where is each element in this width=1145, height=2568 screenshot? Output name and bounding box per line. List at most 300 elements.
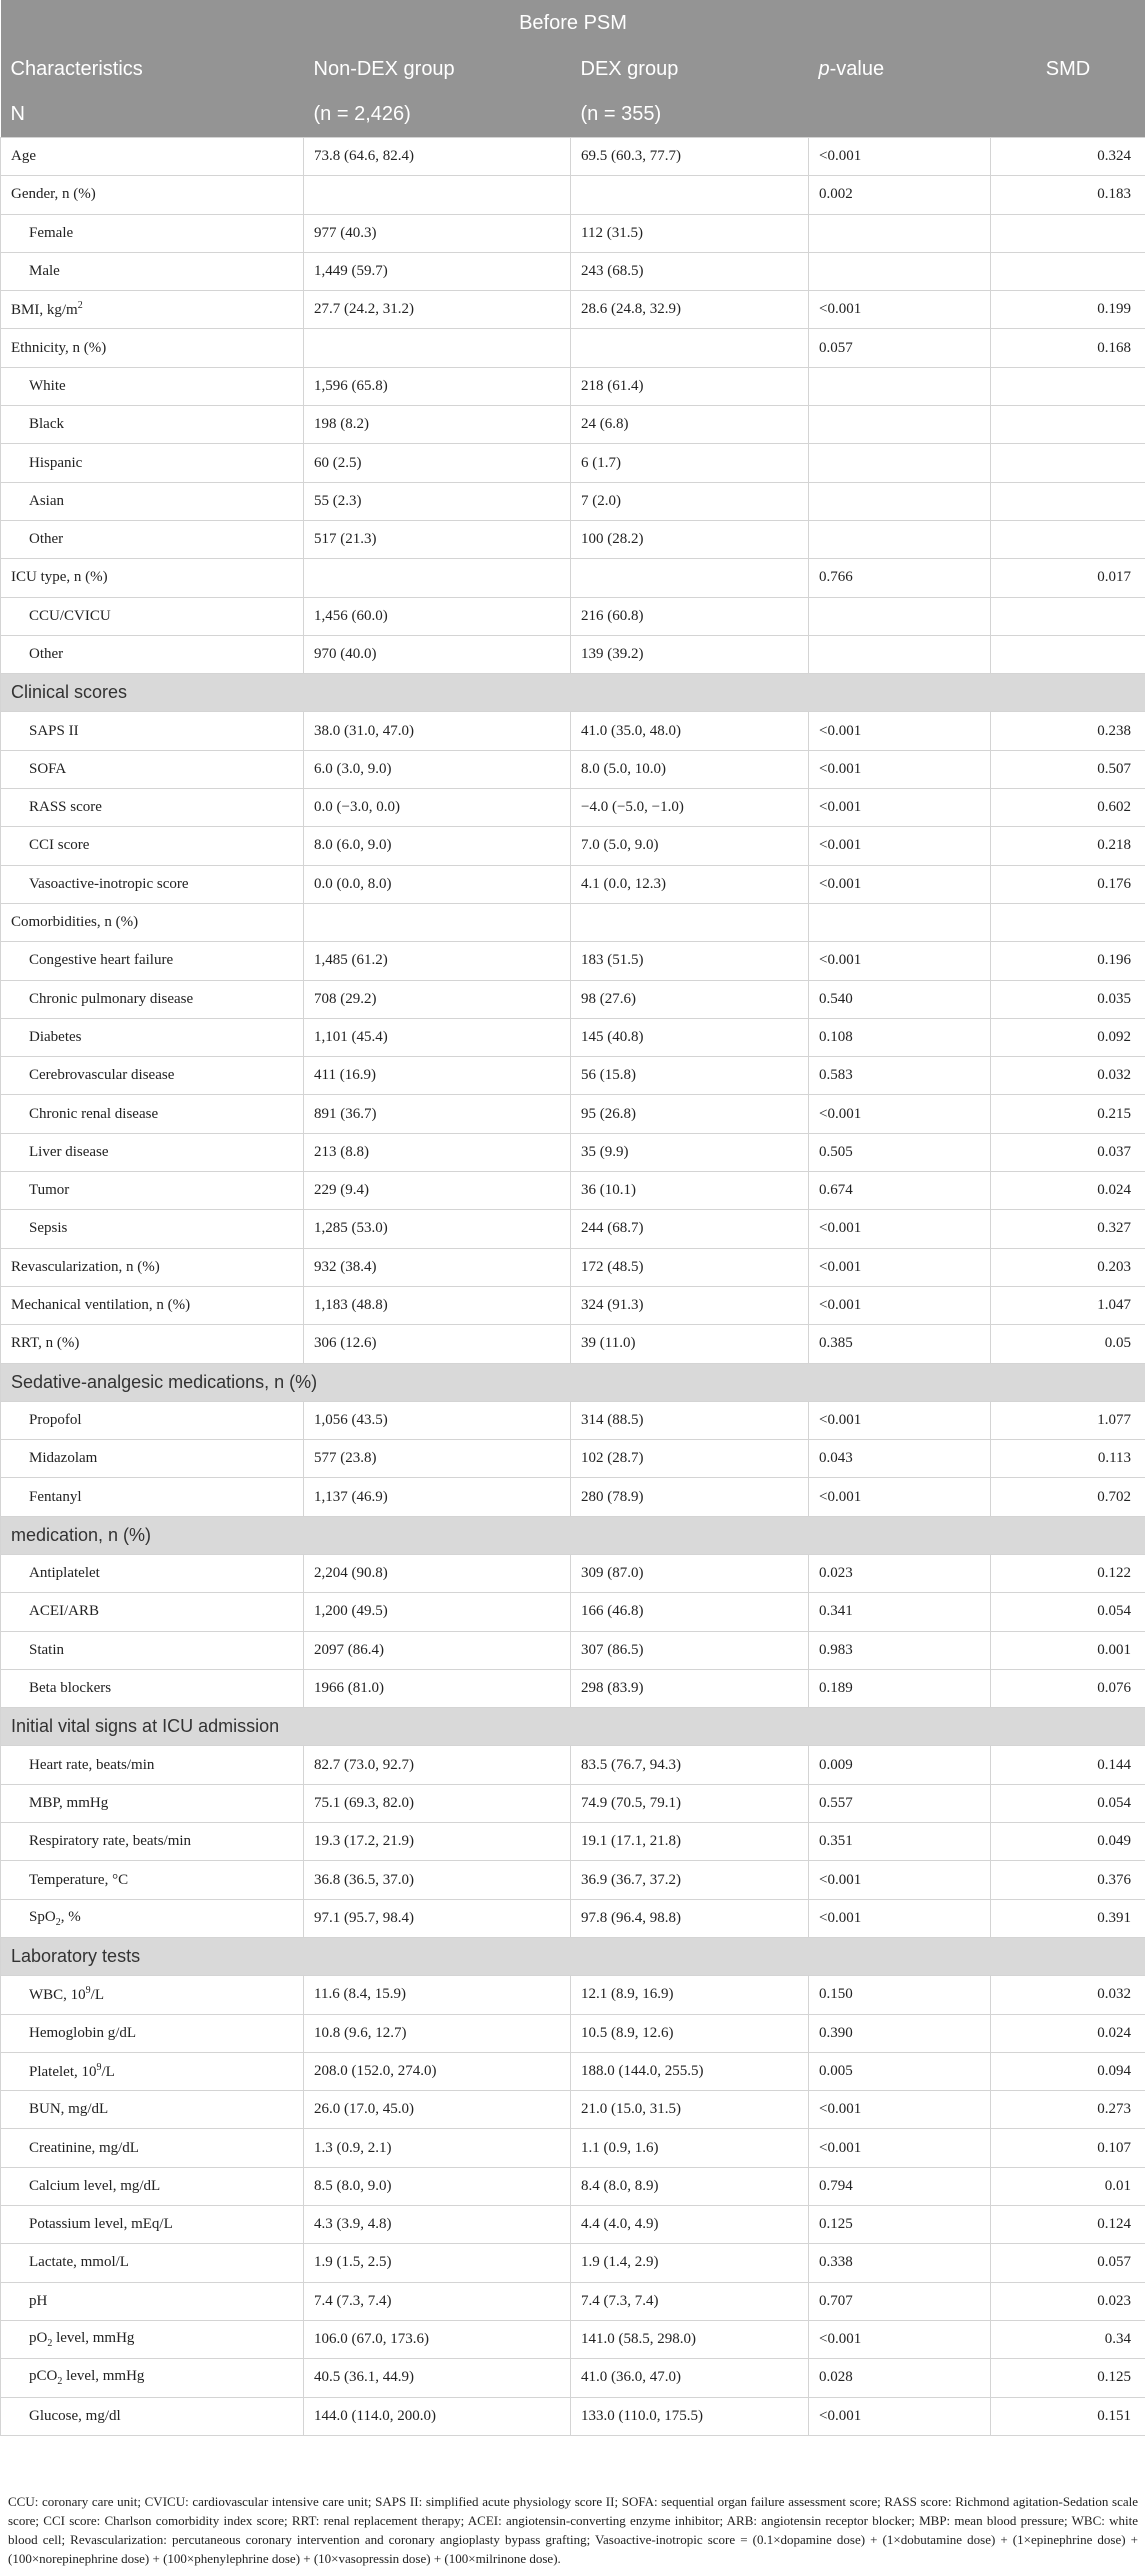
table-row: [1, 482, 1145, 520]
table-row: [1, 2359, 1145, 2397]
table-caption-row: [1, 0, 1145, 47]
p-value: 0.390: [809, 2014, 991, 2052]
section-title: medication, n (%): [1, 1516, 1145, 1554]
smd-value: 0.176: [991, 865, 1145, 903]
p-value: [809, 903, 991, 941]
row-label: [1, 2167, 304, 2205]
nondex-value: 8.5 (8.0, 9.0): [304, 2167, 571, 2205]
table-row: [1, 789, 1145, 827]
dex-value: 102 (28.7): [571, 1440, 809, 1478]
p-value: 0.983: [809, 1631, 991, 1669]
nondex-value: 97.1 (95.7, 98.4): [304, 1899, 571, 1937]
smd-value: 0.049: [991, 1823, 1145, 1861]
dex-value: 324 (91.3): [571, 1286, 809, 1324]
dex-value: 4.4 (4.0, 4.9): [571, 2206, 809, 2244]
smd-value: 0.017: [991, 559, 1145, 597]
row-label-text: ACEI/ARB: [29, 1603, 99, 1619]
nondex-value: 11.6 (8.4, 15.9): [304, 1976, 571, 2014]
p-value: <0.001: [809, 1478, 991, 1516]
row-label: [1, 2052, 304, 2090]
dex-value: 39 (11.0): [571, 1325, 809, 1363]
row-label: [1, 559, 304, 597]
table-row: [1, 214, 1145, 252]
section-header-row: [1, 1363, 1145, 1401]
nondex-value: 10.8 (9.6, 12.7): [304, 2014, 571, 2052]
row-label: [1, 1861, 304, 1899]
row-label: [1, 1631, 304, 1669]
nondex-value: 1,449 (59.7): [304, 252, 571, 290]
p-value: 0.540: [809, 980, 991, 1018]
row-label-text: Other: [29, 646, 63, 662]
p-value: 0.338: [809, 2244, 991, 2282]
smd-value: 0.124: [991, 2206, 1145, 2244]
smd-value: [991, 252, 1145, 290]
nondex-value: 411 (16.9): [304, 1057, 571, 1095]
dex-value: 183 (51.5): [571, 942, 809, 980]
dex-value: 98 (27.6): [571, 980, 809, 1018]
dex-value: 83.5 (76.7, 94.3): [571, 1746, 809, 1784]
table-row: [1, 635, 1145, 673]
row-label-suffix: level, mmHg: [62, 2368, 144, 2384]
table-row: [1, 2167, 1145, 2205]
row-label: [1, 2320, 304, 2358]
row-label-text: MBP, mmHg: [29, 1795, 108, 1811]
table-row: [1, 1095, 1145, 1133]
nondex-value: 75.1 (69.3, 82.0): [304, 1784, 571, 1822]
table-row: [1, 980, 1145, 1018]
header-p-rest: -value: [830, 58, 884, 80]
row-label: [1, 865, 304, 903]
row-label-text: Revascularization, n (%): [11, 1259, 160, 1275]
table-row: [1, 252, 1145, 290]
p-value: <0.001: [809, 2397, 991, 2435]
dex-value: [571, 903, 809, 941]
p-value: 0.189: [809, 1669, 991, 1707]
row-label: [1, 444, 304, 482]
table-footnote: CCU: coronary care unit; CVICU: cardiovascular intensive care unit; SAPS II: simplified acute physiology score II; SOFA: sequential organ failure assessment score; RASS score: Richmond agitation-Sedation scale score; CCI score: Charlson comorbidity index score; RRT: renal replacement therapy; ACEI: angiotensin-converting enzyme inhibitor; ARB: angiotensin receptor blocker; MBP: mean blood pressure; WBC: white blood cell; Revascularization: percutaneous coronary intervention and coronary angioplasty bypass grafting; Vasoactive-inotropic score = (0.1×dopamine dose) + (1×dobutamine dose) + (1×epinephrine dose) + (100×norepinephrine dose) + (100×phenylephrine dose) + (10×vasopressin dose) + (100×milrinone dose).: [8, 2492, 1138, 2568]
table-row: [1, 1746, 1145, 1784]
section-header-row: [1, 1708, 1145, 1746]
dex-value: 19.1 (17.1, 21.8): [571, 1823, 809, 1861]
p-value: 0.505: [809, 1133, 991, 1171]
dex-value: 216 (60.8): [571, 597, 809, 635]
row-label: [1, 903, 304, 941]
p-value: [809, 406, 991, 444]
table-row: [1, 329, 1145, 367]
table-row: [1, 597, 1145, 635]
nondex-value: [304, 176, 571, 214]
row-label-text: Chronic pulmonary disease: [29, 991, 193, 1007]
table-row: [1, 1593, 1145, 1631]
row-label: [1, 1210, 304, 1248]
table-row: [1, 1784, 1145, 1822]
row-label-text: Beta blockers: [29, 1680, 111, 1696]
row-label-text: SpO: [29, 1909, 56, 1925]
section-title: Laboratory tests: [1, 1937, 1145, 1975]
nondex-value: 229 (9.4): [304, 1172, 571, 1210]
nondex-value: 36.8 (36.5, 37.0): [304, 1861, 571, 1899]
row-label: [1, 1018, 304, 1056]
smd-value: 0.107: [991, 2129, 1145, 2167]
dex-value: 7.4 (7.3, 7.4): [571, 2282, 809, 2320]
row-label: [1, 1172, 304, 1210]
row-label-text: Tumor: [29, 1182, 69, 1198]
smd-value: 0.023: [991, 2282, 1145, 2320]
row-label-text: Asian: [29, 493, 64, 509]
row-label-text: Platelet, 10: [29, 2064, 97, 2080]
header-smd-blank: [991, 92, 1145, 138]
row-label: [1, 1976, 304, 2014]
smd-value: 0.218: [991, 827, 1145, 865]
table-row: [1, 559, 1145, 597]
dex-value: 12.1 (8.9, 16.9): [571, 1976, 809, 2014]
p-value: 0.707: [809, 2282, 991, 2320]
row-label-text: ICU type, n (%): [11, 569, 108, 585]
dex-value: 145 (40.8): [571, 1018, 809, 1056]
row-label: [1, 2282, 304, 2320]
smd-value: 0.238: [991, 712, 1145, 750]
p-value: <0.001: [809, 1095, 991, 1133]
dex-value: 298 (83.9): [571, 1669, 809, 1707]
p-value: <0.001: [809, 827, 991, 865]
nondex-value: 144.0 (114.0, 200.0): [304, 2397, 571, 2435]
dex-value: 166 (46.8): [571, 1593, 809, 1631]
nondex-value: 891 (36.7): [304, 1095, 571, 1133]
row-label-subscript: 2: [57, 2376, 62, 2387]
header-n-label: N: [1, 92, 304, 138]
row-label: [1, 406, 304, 444]
row-label-text: Fentanyl: [29, 1489, 82, 1505]
row-label-text: pCO: [29, 2368, 57, 2384]
row-label-text: SAPS II: [29, 723, 79, 739]
nondex-value: 82.7 (73.0, 92.7): [304, 1746, 571, 1784]
table-row: [1, 1057, 1145, 1095]
row-label-text: CCU/CVICU: [29, 608, 111, 624]
table-row: [1, 1899, 1145, 1937]
row-label-text: Midazolam: [29, 1450, 97, 1466]
row-label-text: Statin: [29, 1642, 64, 1658]
p-value: 0.794: [809, 2167, 991, 2205]
table-row: [1, 1018, 1145, 1056]
row-label: [1, 827, 304, 865]
smd-value: 0.391: [991, 1899, 1145, 1937]
nondex-value: 970 (40.0): [304, 635, 571, 673]
p-value: <0.001: [809, 2091, 991, 2129]
nondex-value: 0.0 (−3.0, 0.0): [304, 789, 571, 827]
row-label-suffix: , %: [61, 1909, 81, 1925]
p-value: <0.001: [809, 789, 991, 827]
nondex-value: 55 (2.3): [304, 482, 571, 520]
nondex-value: 1,183 (48.8): [304, 1286, 571, 1324]
dex-value: 21.0 (15.0, 31.5): [571, 2091, 809, 2129]
p-value: [809, 635, 991, 673]
header-pvalue: [809, 47, 991, 92]
row-label-text: Black: [29, 416, 64, 432]
smd-value: 0.122: [991, 1554, 1145, 1592]
dex-value: 4.1 (0.0, 12.3): [571, 865, 809, 903]
smd-value: 0.032: [991, 1976, 1145, 2014]
p-value: [809, 214, 991, 252]
row-label-text: RRT, n (%): [11, 1335, 79, 1351]
table-row: [1, 1248, 1145, 1286]
row-label-text: pO: [29, 2330, 47, 2346]
header-row: [1, 47, 1145, 92]
row-label-text: CCI score: [29, 837, 89, 853]
table-row: [1, 2014, 1145, 2052]
row-label: [1, 750, 304, 788]
row-label-text: Sepsis: [29, 1220, 67, 1236]
nondex-value: 60 (2.5): [304, 444, 571, 482]
smd-value: 0.327: [991, 1210, 1145, 1248]
nondex-value: 6.0 (3.0, 9.0): [304, 750, 571, 788]
nondex-value: 7.4 (7.3, 7.4): [304, 2282, 571, 2320]
nondex-value: 977 (40.3): [304, 214, 571, 252]
smd-value: 0.024: [991, 1172, 1145, 1210]
smd-value: 0.054: [991, 1784, 1145, 1822]
row-label-text: Temperature, °C: [29, 1872, 128, 1888]
p-value: 0.557: [809, 1784, 991, 1822]
p-value: <0.001: [809, 138, 991, 176]
smd-value: 0.125: [991, 2359, 1145, 2397]
row-label-text: Ethnicity, n (%): [11, 340, 106, 356]
row-label: [1, 980, 304, 1018]
row-label: [1, 2359, 304, 2397]
row-label: [1, 1325, 304, 1363]
row-label: [1, 176, 304, 214]
table-row: [1, 1172, 1145, 1210]
smd-value: 0.168: [991, 329, 1145, 367]
row-label: [1, 1248, 304, 1286]
row-label: [1, 367, 304, 405]
header-nondex: Non-DEX group: [304, 47, 571, 92]
row-label: [1, 1133, 304, 1171]
header-pvalue-blank: [809, 92, 991, 138]
p-value: <0.001: [809, 865, 991, 903]
row-label-text: Other: [29, 531, 63, 547]
nondex-value: 1,101 (45.4): [304, 1018, 571, 1056]
table-row: [1, 1286, 1145, 1324]
smd-value: 0.507: [991, 750, 1145, 788]
p-value: 0.583: [809, 1057, 991, 1095]
p-value: [809, 597, 991, 635]
dex-value: 69.5 (60.3, 77.7): [571, 138, 809, 176]
p-value: 0.043: [809, 1440, 991, 1478]
row-label-text: RASS score: [29, 799, 102, 815]
nondex-value: 38.0 (31.0, 47.0): [304, 712, 571, 750]
row-label: [1, 329, 304, 367]
nondex-value: 306 (12.6): [304, 1325, 571, 1363]
p-value: [809, 482, 991, 520]
smd-value: 0.113: [991, 1440, 1145, 1478]
smd-value: [991, 367, 1145, 405]
smd-value: 0.203: [991, 1248, 1145, 1286]
section-header-row: [1, 1937, 1145, 1975]
row-label-text: SOFA: [29, 761, 66, 777]
row-label-text: Age: [11, 148, 36, 164]
p-value: 0.341: [809, 1593, 991, 1631]
dex-value: 7.0 (5.0, 9.0): [571, 827, 809, 865]
table-row: [1, 1669, 1145, 1707]
nondex-value: 0.0 (0.0, 8.0): [304, 865, 571, 903]
table-row: [1, 2206, 1145, 2244]
dex-value: 74.9 (70.5, 79.1): [571, 1784, 809, 1822]
smd-value: 0.702: [991, 1478, 1145, 1516]
dex-value: 41.0 (35.0, 48.0): [571, 712, 809, 750]
nondex-value: 73.8 (64.6, 82.4): [304, 138, 571, 176]
dex-value: 172 (48.5): [571, 1248, 809, 1286]
row-label-text: WBC, 10: [29, 1987, 86, 2003]
dex-value: 10.5 (8.9, 12.6): [571, 2014, 809, 2052]
dex-value: 139 (39.2): [571, 635, 809, 673]
table-row: [1, 2397, 1145, 2435]
row-label: [1, 2091, 304, 2129]
dex-value: [571, 559, 809, 597]
table-row: [1, 827, 1145, 865]
row-label: [1, 1669, 304, 1707]
row-label-text: Hispanic: [29, 455, 82, 471]
row-label: [1, 635, 304, 673]
nondex-value: 27.7 (24.2, 31.2): [304, 291, 571, 329]
table-row: [1, 1861, 1145, 1899]
p-value: <0.001: [809, 291, 991, 329]
table-row: [1, 2129, 1145, 2167]
table-row: [1, 1210, 1145, 1248]
table-row: [1, 1631, 1145, 1669]
nondex-value: 19.3 (17.2, 21.9): [304, 1823, 571, 1861]
row-label: [1, 2244, 304, 2282]
nondex-value: 2,204 (90.8): [304, 1554, 571, 1592]
nondex-value: 1,056 (43.5): [304, 1401, 571, 1439]
row-label-text: Comorbidities, n (%): [11, 914, 138, 930]
smd-value: 0.057: [991, 2244, 1145, 2282]
p-value: [809, 444, 991, 482]
nondex-value: 198 (8.2): [304, 406, 571, 444]
row-label: [1, 1746, 304, 1784]
row-label-subscript: 2: [47, 2338, 52, 2349]
p-value: 0.005: [809, 2052, 991, 2090]
p-value: <0.001: [809, 1401, 991, 1439]
row-label: [1, 520, 304, 558]
table-row: [1, 942, 1145, 980]
dex-value: [571, 176, 809, 214]
header-nondex-n: (n = 2,426): [304, 92, 571, 138]
row-label-text: Respiratory rate, beats/min: [29, 1833, 191, 1849]
nondex-value: 8.0 (6.0, 9.0): [304, 827, 571, 865]
section-header-row: [1, 1516, 1145, 1554]
smd-value: 0.273: [991, 2091, 1145, 2129]
nondex-value: 40.5 (36.1, 44.9): [304, 2359, 571, 2397]
dex-value: 97.8 (96.4, 98.8): [571, 1899, 809, 1937]
smd-value: [991, 520, 1145, 558]
nondex-value: [304, 903, 571, 941]
nondex-value: 1,200 (49.5): [304, 1593, 571, 1631]
table-row: [1, 750, 1145, 788]
table-row: [1, 2282, 1145, 2320]
header-dex: DEX group: [571, 47, 809, 92]
row-label: [1, 789, 304, 827]
dex-value: 133.0 (110.0, 175.5): [571, 2397, 809, 2435]
row-label-text: Liver disease: [29, 1144, 109, 1160]
nondex-value: 517 (21.3): [304, 520, 571, 558]
row-label-text: Male: [29, 263, 60, 279]
dex-value: 218 (61.4): [571, 367, 809, 405]
row-label-text: pH: [29, 2293, 47, 2309]
smd-value: [991, 903, 1145, 941]
smd-value: 0.215: [991, 1095, 1145, 1133]
smd-value: 0.144: [991, 1746, 1145, 1784]
p-value: 0.009: [809, 1746, 991, 1784]
table-row: [1, 1401, 1145, 1439]
dex-value: [571, 329, 809, 367]
table-row: [1, 712, 1145, 750]
row-label: [1, 1286, 304, 1324]
row-label-text: BMI, kg/m: [11, 302, 78, 318]
p-value: <0.001: [809, 2129, 991, 2167]
dex-value: 35 (9.9): [571, 1133, 809, 1171]
dex-value: 1.9 (1.4, 2.9): [571, 2244, 809, 2282]
row-label: [1, 597, 304, 635]
nondex-value: 213 (8.8): [304, 1133, 571, 1171]
row-label: [1, 291, 304, 329]
row-label: [1, 1784, 304, 1822]
table-row: [1, 444, 1145, 482]
row-label-text: Congestive heart failure: [29, 952, 173, 968]
smd-value: 0.376: [991, 1861, 1145, 1899]
dex-value: 309 (87.0): [571, 1554, 809, 1592]
row-label-suffix: /L: [91, 1987, 104, 2003]
header-smd: SMD: [991, 47, 1145, 92]
dex-value: 314 (88.5): [571, 1401, 809, 1439]
p-value: 0.385: [809, 1325, 991, 1363]
row-label: [1, 1554, 304, 1592]
row-label-suffix: /L: [102, 2064, 115, 2080]
nondex-value: 1,137 (46.9): [304, 1478, 571, 1516]
table-row: [1, 1554, 1145, 1592]
row-label-text: Antiplatelet: [29, 1565, 100, 1581]
dex-value: 7 (2.0): [571, 482, 809, 520]
table-row: [1, 2320, 1145, 2358]
row-label: [1, 1401, 304, 1439]
row-label-text: Propofol: [29, 1412, 82, 1428]
smd-value: 0.024: [991, 2014, 1145, 2052]
row-label: [1, 1823, 304, 1861]
smd-value: 0.196: [991, 942, 1145, 980]
table-row: [1, 367, 1145, 405]
row-label-text: Diabetes: [29, 1029, 81, 1045]
dex-value: 36.9 (36.7, 37.2): [571, 1861, 809, 1899]
smd-value: [991, 635, 1145, 673]
row-label: [1, 1095, 304, 1133]
row-label-text: Creatinine, mg/dL: [29, 2140, 139, 2156]
nondex-value: 1.3 (0.9, 2.1): [304, 2129, 571, 2167]
table-row: [1, 1440, 1145, 1478]
smd-value: [991, 597, 1145, 635]
nondex-value: [304, 329, 571, 367]
smd-value: 0.032: [991, 1057, 1145, 1095]
smd-value: [991, 214, 1145, 252]
row-label-text: Hemoglobin g/dL: [29, 2025, 136, 2041]
nondex-value: 26.0 (17.0, 45.0): [304, 2091, 571, 2129]
row-label-suffix: level, mmHg: [52, 2330, 134, 2346]
section-title: Sedative-analgesic medications, n (%): [1, 1363, 1145, 1401]
table-row: [1, 1133, 1145, 1171]
nondex-value: 2097 (86.4): [304, 1631, 571, 1669]
dex-value: 95 (26.8): [571, 1095, 809, 1133]
row-label: [1, 2129, 304, 2167]
row-label-superscript: 9: [97, 2062, 102, 2073]
row-label: [1, 2206, 304, 2244]
row-label: [1, 942, 304, 980]
